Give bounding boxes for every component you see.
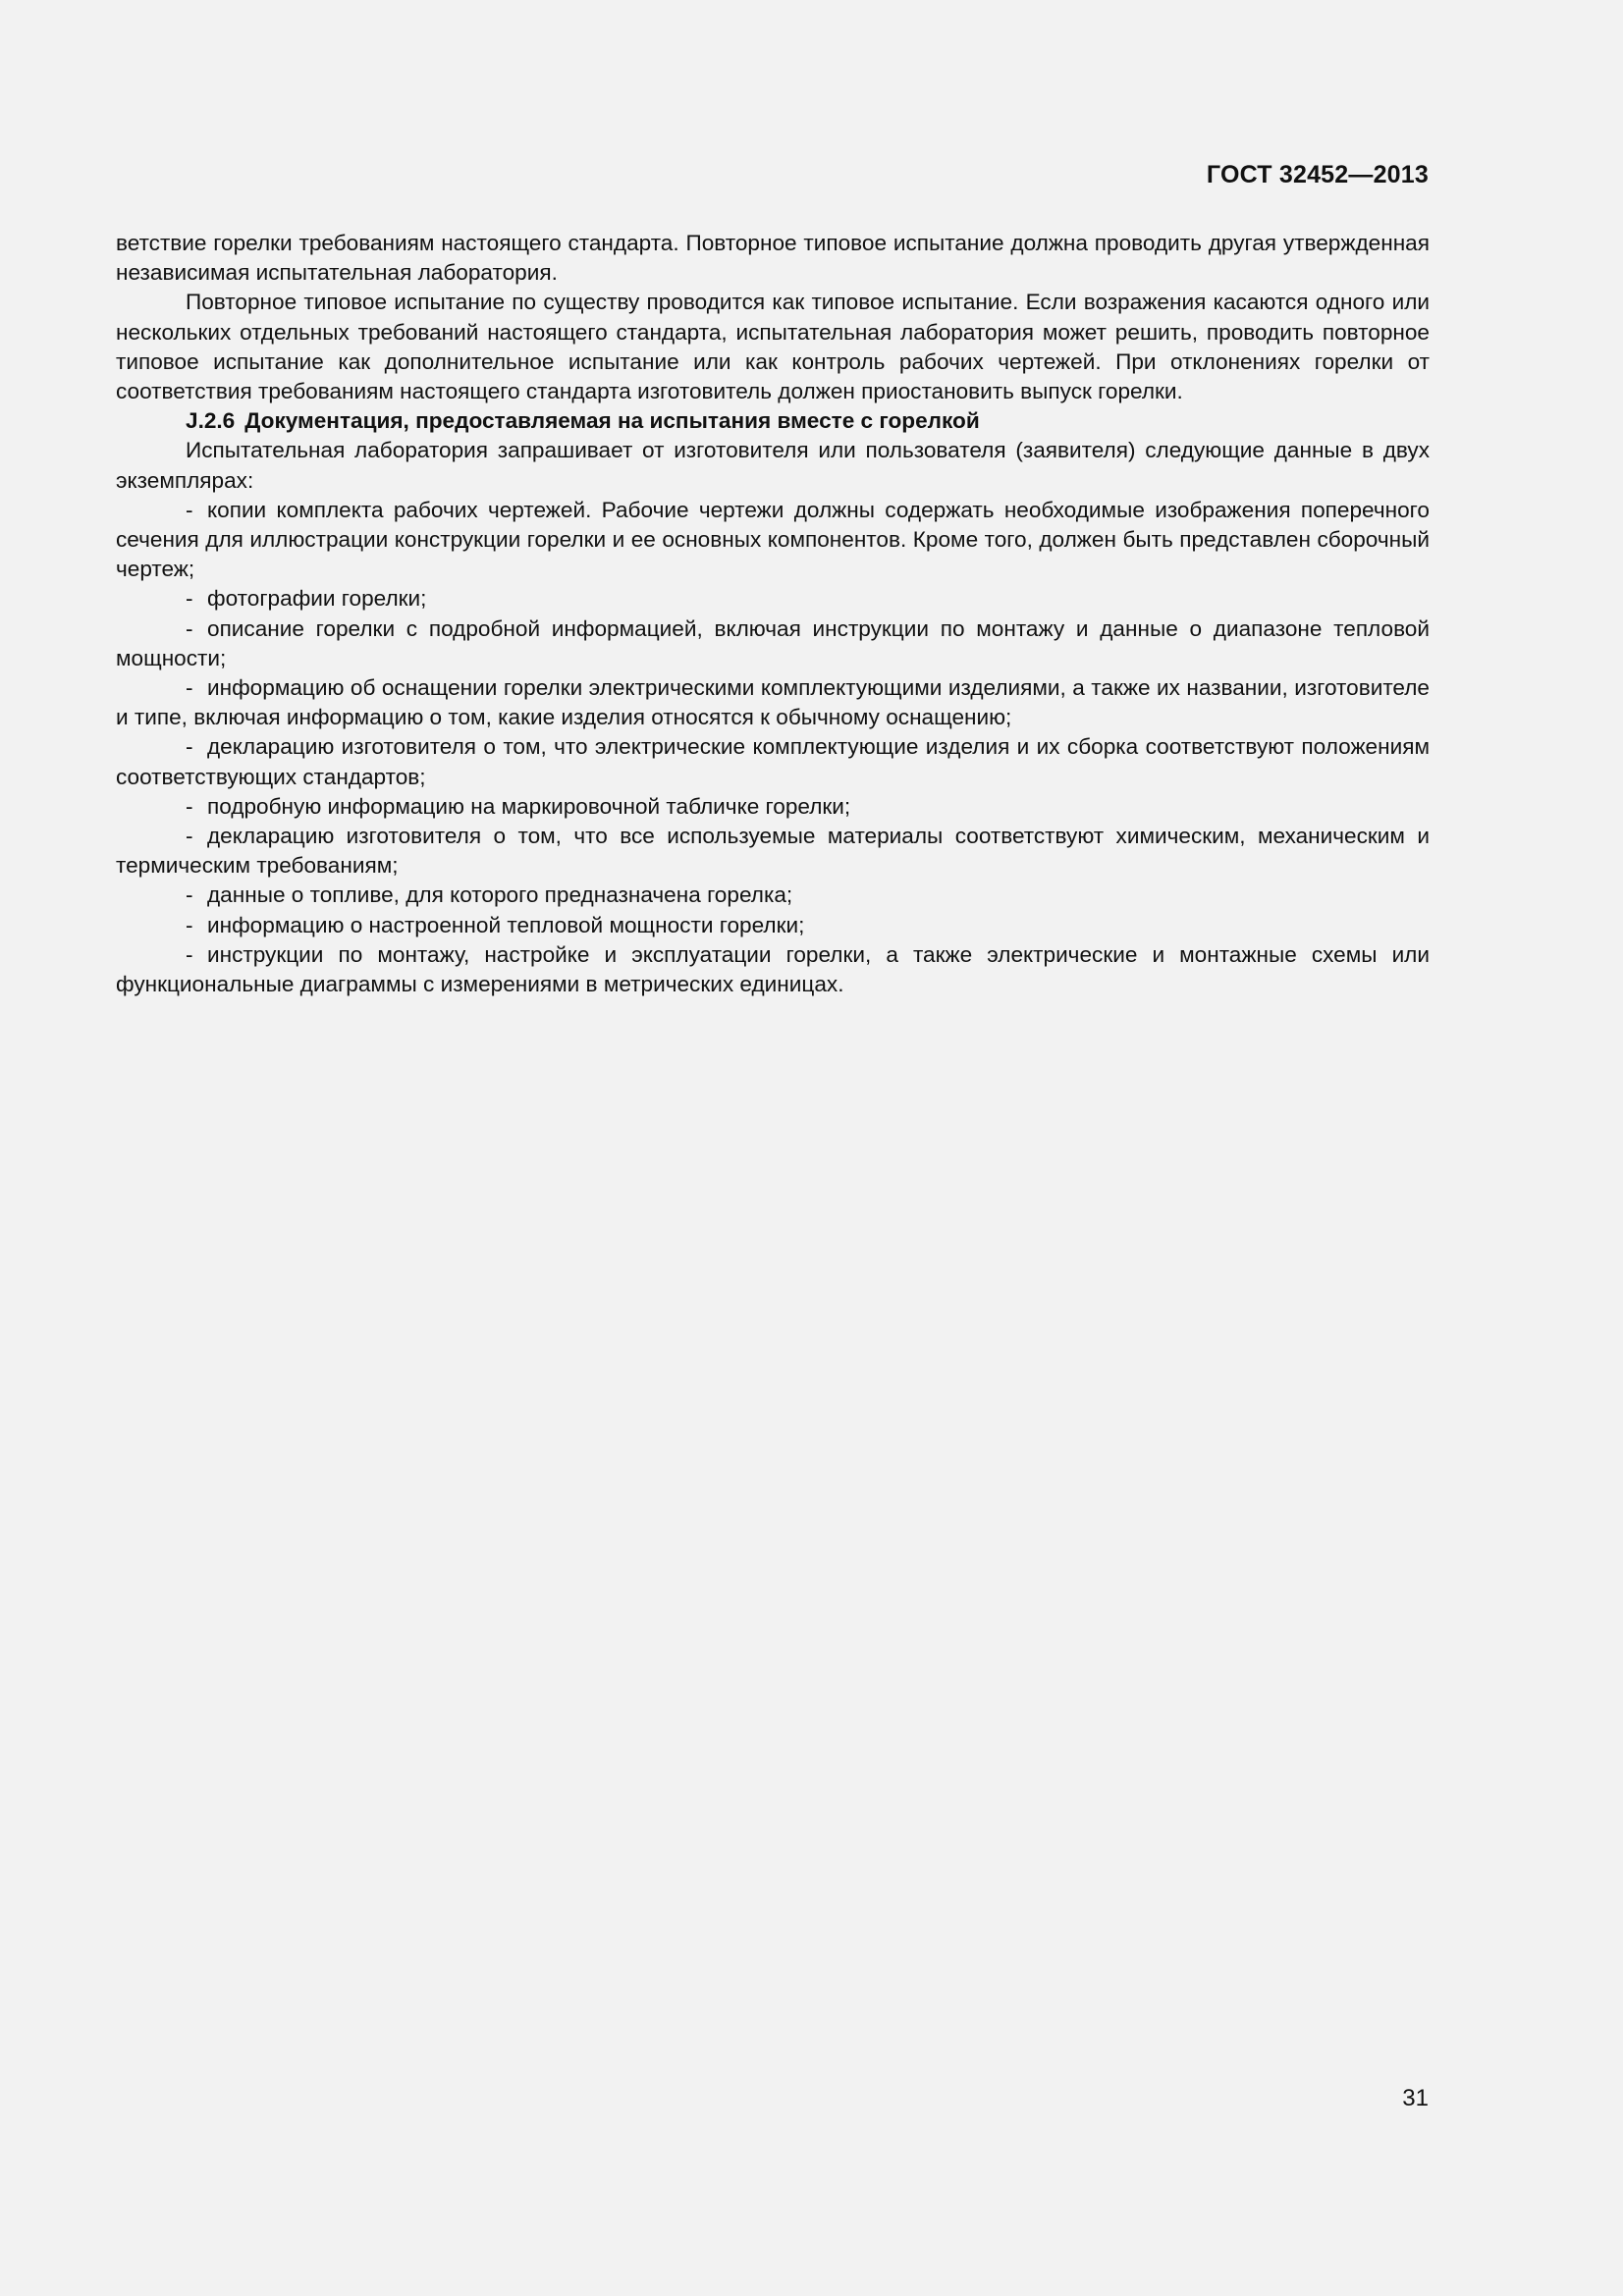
list-item-text: подробную информацию на маркировочной табличке горелки;	[207, 793, 851, 819]
list-item	[116, 584, 1430, 614]
document-code-header: ГОСТ 32452—2013	[1206, 161, 1429, 188]
list-item	[116, 881, 1430, 910]
list-item-text: инструкции по монтажу, настройке и эксплуатации горелки, а также электрические и монтажные схемы или функциональные диаграммы с измерениями в метрических единицах.	[116, 941, 1430, 997]
list-dash: -	[186, 675, 193, 701]
list-item	[116, 496, 1430, 585]
paragraph-continuation: ветствие горелки требованиям настоящего стандарта. Повторное типовое испытание должна проводить другая утвержденная независимая испытательная лаборатория.	[116, 231, 1430, 286]
page-number: 31	[1402, 2085, 1429, 2111]
list-item-text: данные о топливе, для которого предназначена горелка;	[207, 882, 793, 908]
section-number: J.2.6	[186, 408, 236, 434]
list-item-text: информацию об оснащении горелки электрическими комплектующими изделиями, а также их названии, изготовителе и типе, включая информацию о том, какие изделия относятся к обычному оснащению;	[116, 675, 1430, 730]
list-item	[116, 911, 1430, 940]
list-item	[116, 673, 1430, 732]
paragraph-retest: Повторное типовое испытание по существу проводится как типовое испытание. Если возражения касаются одного или нескольких отдельных требований настоящего стандарта, испытательная лаборатория может решить, проводить повторное типовое испытание как дополнительное испытание или как контроль рабочих чертежей. При отклонениях горелки от соответствия требованиям настоящего стандарта изготовитель должен приостановить выпуск горелки.	[116, 290, 1430, 404]
list-dash: -	[186, 882, 193, 908]
paragraph-request: Испытательная лаборатория запрашивает от изготовителя или пользователя (заявителя) следующие данные в двух экземплярах:	[116, 438, 1430, 493]
list-dash: -	[186, 497, 193, 522]
list-dash: -	[186, 912, 193, 937]
document-body	[116, 229, 1430, 999]
list-item	[116, 822, 1430, 881]
list-item	[116, 732, 1430, 791]
list-item	[116, 614, 1430, 673]
section-title: Документация, предоставляемая на испытания вместе с горелкой	[244, 408, 980, 434]
list-dash: -	[186, 615, 193, 641]
list-item	[116, 940, 1430, 999]
list-dash: -	[186, 734, 193, 760]
list-item-text: фотографии горелки;	[207, 586, 427, 612]
section-heading	[116, 406, 1430, 436]
list-item-text: описание горелки с подробной информацией, включая инструкции по монтажу и данные о диапазоне тепловой мощности;	[116, 615, 1430, 670]
list-item-text: информацию о настроенной тепловой мощности горелки;	[207, 912, 805, 937]
list-dash: -	[186, 586, 193, 612]
list-dash: -	[186, 941, 193, 967]
list-item-text: декларацию изготовителя о том, что все используемые материалы соответствуют химическим, механическим и термическим требованиям;	[116, 824, 1430, 879]
list-item-text: копии комплекта рабочих чертежей. Рабочие чертежи должны содержать необходимые изображения поперечного сечения для иллюстрации конструкции горелки и ее основных компонентов. Кроме того, должен быть представлен сборочный чертеж;	[116, 497, 1430, 582]
list-dash: -	[186, 793, 193, 819]
list-item	[116, 792, 1430, 822]
list-dash: -	[186, 824, 193, 849]
list-item-text: декларацию изготовителя о том, что электрические комплектующие изделия и их сборка соответствуют положениям соответствующих стандартов;	[116, 734, 1430, 789]
